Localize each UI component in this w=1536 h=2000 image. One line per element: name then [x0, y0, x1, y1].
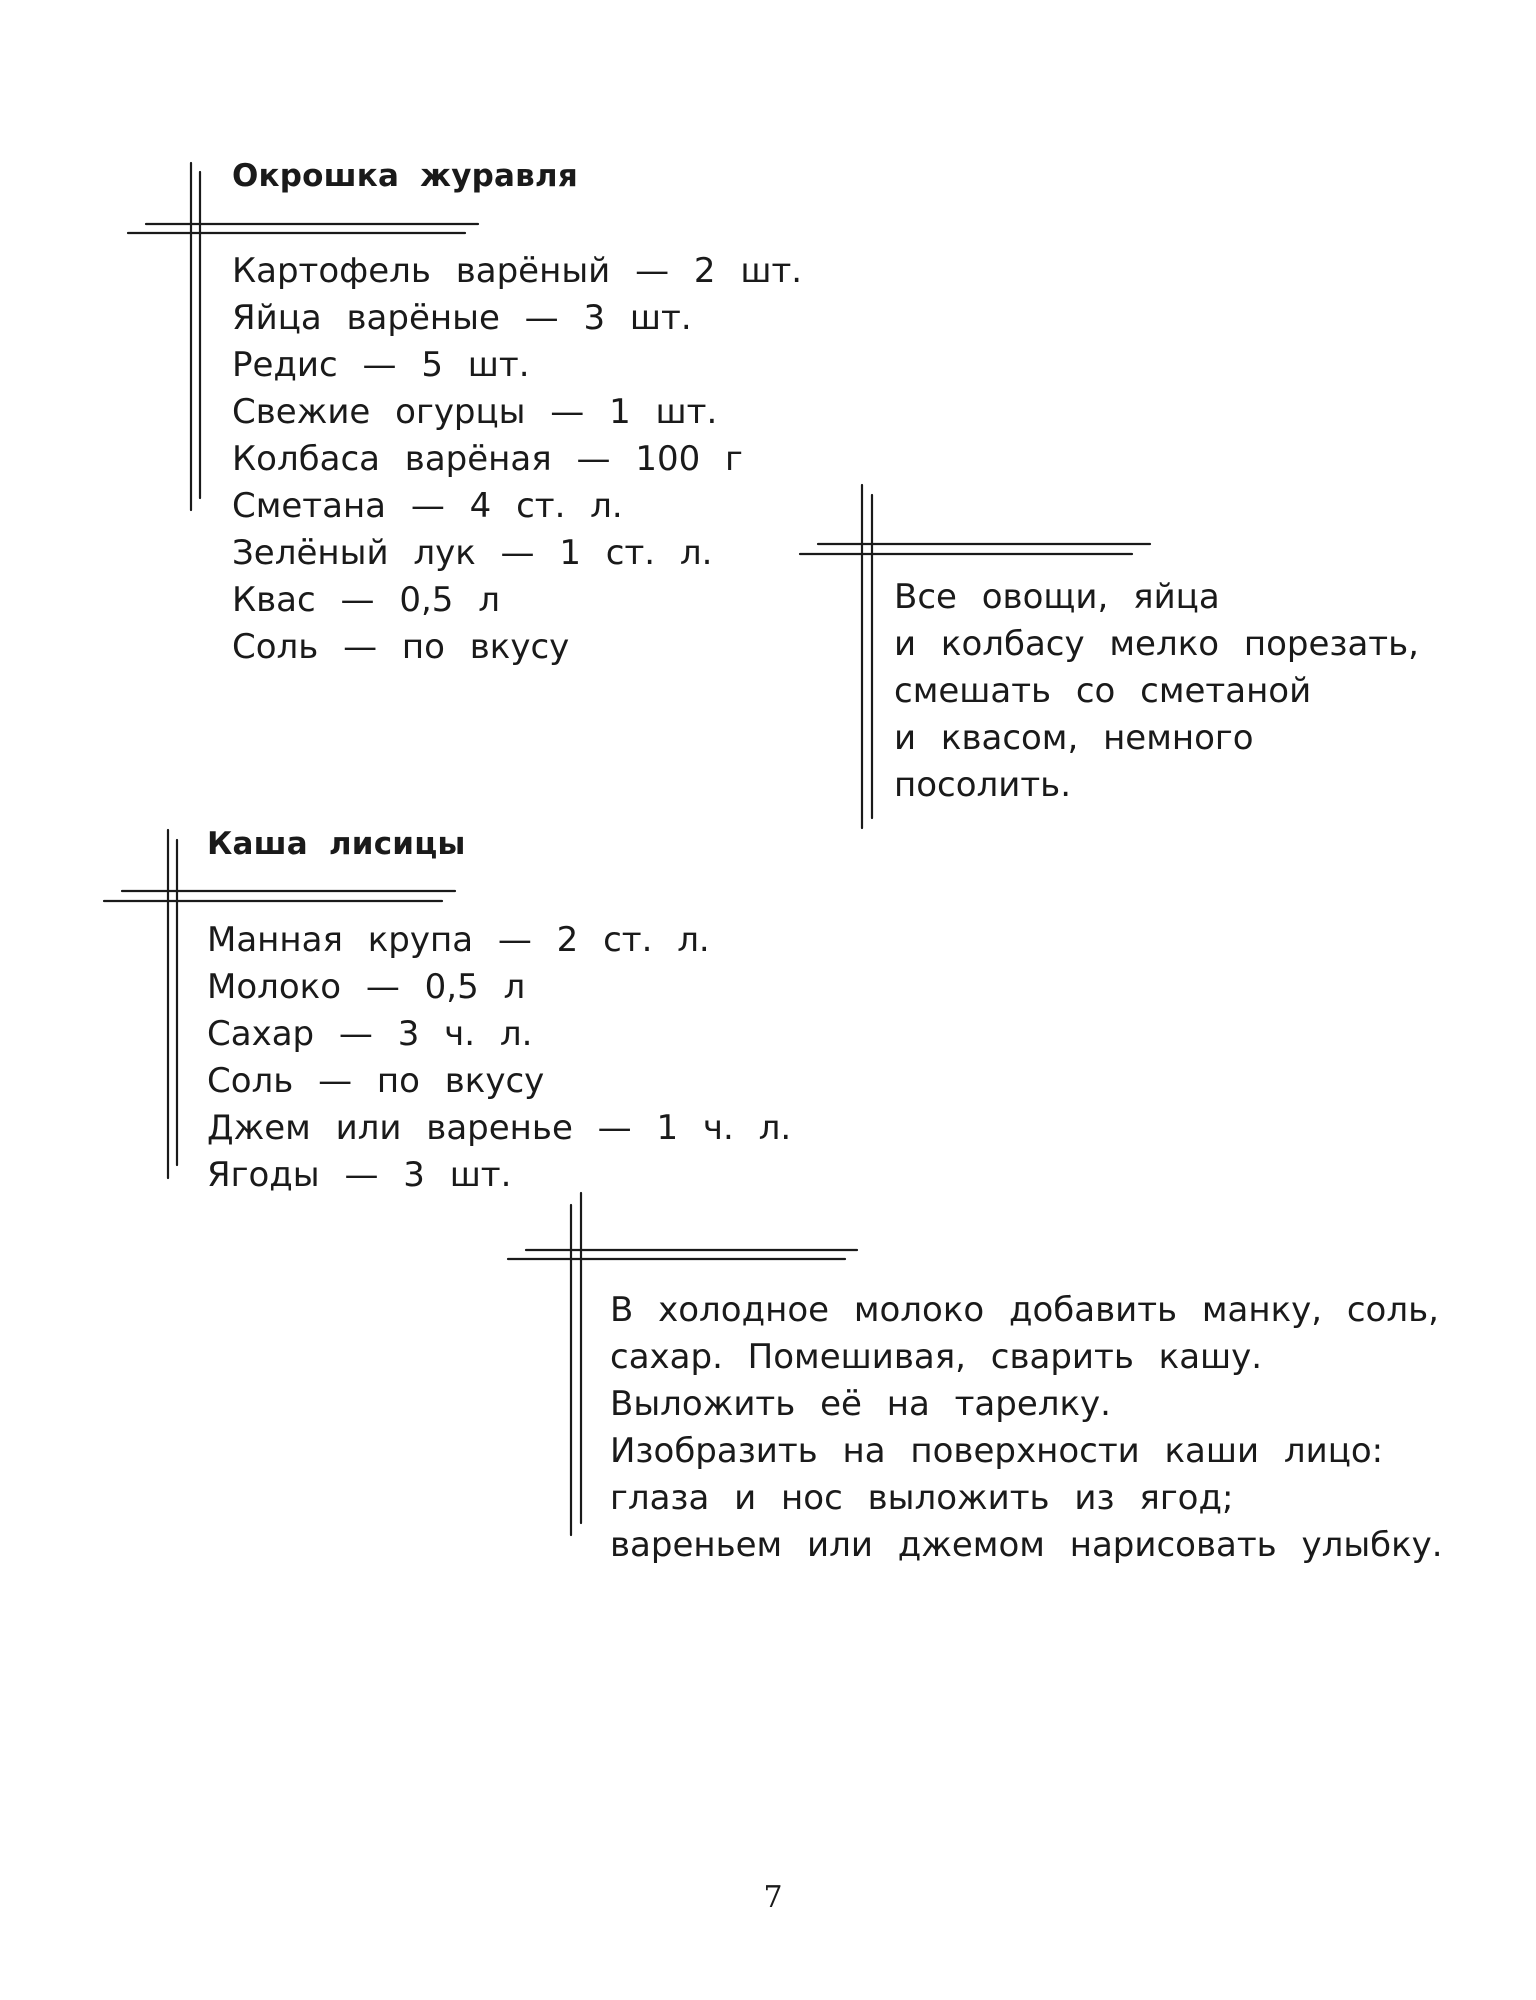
ingredient-item: Соль — по вкусу	[232, 627, 570, 667]
recipe-2-ingredients	[207, 917, 791, 1199]
ingredient-item: Редис — 5 шт.	[232, 345, 530, 385]
ingredient-item: Яйца варёные — 3 шт.	[232, 298, 692, 338]
ingredient-item: Колбаса варёная — 100 г	[232, 439, 743, 479]
ingredient-item: Картофель варёный — 2 шт.	[232, 251, 803, 291]
recipe-1-instructions: Все овощи, яйца и колбасу мелко порезать, смешать со сметаной и квасом, немного посолить.	[894, 577, 1419, 805]
ingredient-item: Сахар — 3 ч. л.	[207, 1014, 533, 1054]
ingredient-item: Квас — 0,5 л	[232, 580, 500, 620]
ingredient-item: Зелёный лук — 1 ст. л.	[232, 533, 713, 573]
ingredient-item: Свежие огурцы — 1 шт.	[232, 392, 718, 432]
ingredient-item: Джем или варенье — 1 ч. л.	[207, 1108, 792, 1148]
recipe-1-ingredients	[232, 248, 802, 671]
ingredient-item: Соль — по вкусу	[207, 1061, 545, 1101]
ingredient-item: Молоко — 0,5 л	[207, 967, 526, 1007]
recipe-1-title: Окрошка журавля	[232, 158, 578, 194]
recipe-2-title: Каша лисицы	[207, 826, 466, 862]
ingredient-item: Манная крупа — 2 ст. л.	[207, 920, 710, 960]
ingredient-item: Ягоды — 3 шт.	[207, 1155, 512, 1195]
page-number: 7	[763, 1880, 783, 1915]
recipe-2-instructions: В холодное молоко добавить манку, соль, сахар. Помешивая, сварить кашу. Выложить её на тарелку. Изобразить на поверхности каши лицо: глаза и нос выложить из ягод; вареньем или джемом нарисовать улыбку.	[610, 1290, 1443, 1565]
ingredient-item: Сметана — 4 ст. л.	[232, 486, 623, 526]
